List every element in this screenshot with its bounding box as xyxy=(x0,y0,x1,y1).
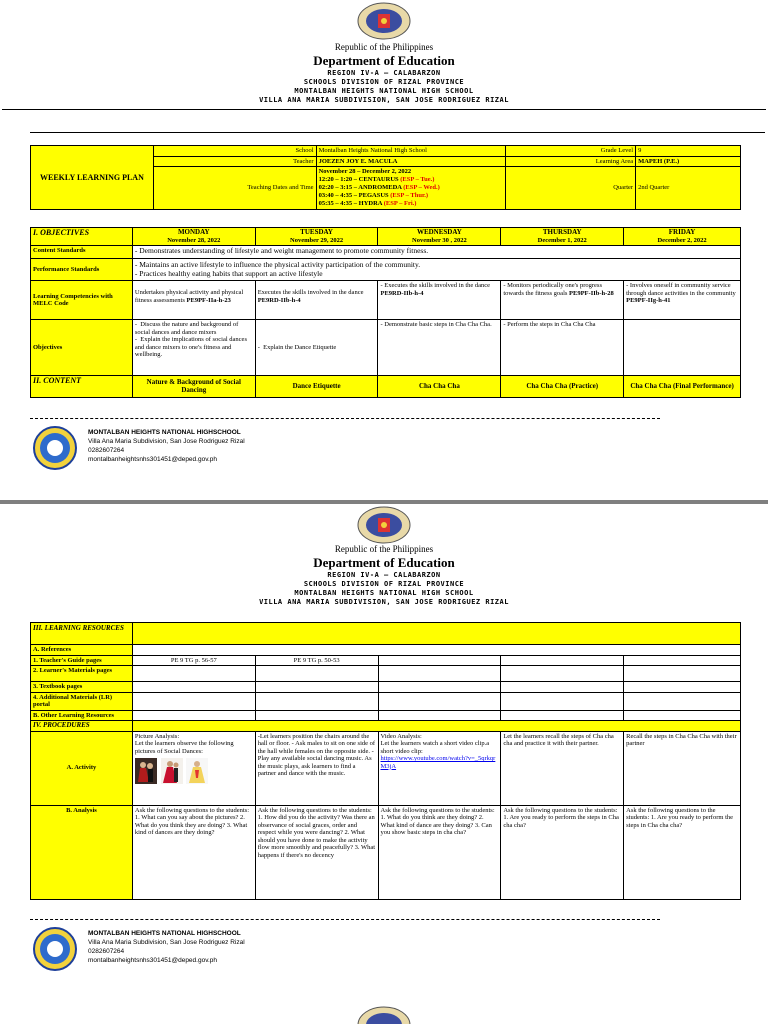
quarter-value: 2nd Quarter xyxy=(636,167,741,210)
competency-wednesday: - Executes the skills involved in the dance PE9RD-IIb-h-4 xyxy=(378,281,501,320)
day-monday: MONDAY November 28, 2022 xyxy=(132,228,255,246)
content-tuesday: Dance Etiquette xyxy=(255,376,378,398)
department-title: Department of Education xyxy=(313,555,455,570)
school-label: School xyxy=(153,146,316,157)
resources-table xyxy=(30,622,741,900)
schedule-row: 02:20 – 3:15 – ANDROMEDA (ESP – Wed.) xyxy=(318,184,440,191)
address-line: VILLA ANA MARIA SUBDIVISION, SAN JOSE RODRIGUEZ RIZAL xyxy=(259,598,509,606)
department-title: Department of Education xyxy=(313,53,455,68)
divider-rule xyxy=(30,132,765,133)
competency-thursday: - Monitors periodically one's progress towards the fitness goals PE9PF-IIb-h-28 xyxy=(501,281,624,320)
analysis-label: B. Analysis xyxy=(31,805,133,899)
day-friday: FRIDAY December 2, 2022 xyxy=(624,228,741,246)
grade-value: 9 xyxy=(636,146,741,157)
activity-monday: Picture Analysis: Let the learners observe the following pictures of Social Dances: xyxy=(132,731,255,805)
content-standards-label: Content Standards xyxy=(31,246,133,259)
letterhead xyxy=(0,544,768,607)
dance-photo-1 xyxy=(135,758,157,784)
footer-address: Villa Ana Maria Subdivision, San Jose Rodriguez Rizal xyxy=(88,939,245,946)
teacher-label: Teacher xyxy=(153,156,316,167)
school-logo-icon xyxy=(33,927,77,971)
objectives-label: Objectives xyxy=(31,320,133,376)
objective-thursday: - Perform the steps in Cha Cha Cha xyxy=(501,320,624,376)
objective-friday xyxy=(624,320,741,376)
footer-email: montalbanheightsnhs301451@deped.gov.ph xyxy=(88,456,217,463)
division-line: SCHOOLS DIVISION OF RIZAL PROVINCE xyxy=(303,580,465,588)
analysis-wednesday: Ask the following questions to the students: 1. What do you think are they doing? 2. What kind of dance are they doing? 3. Can you show basic steps in cha cha? xyxy=(378,805,501,899)
video-link[interactable]: https://www.youtube.com/watch?v=_5qrkqrM3jA xyxy=(380,755,496,770)
content-friday: Cha Cha Cha (Final Performance) xyxy=(624,376,741,398)
day-tuesday: TUESDAY November 29, 2022 xyxy=(255,228,378,246)
header-rule xyxy=(2,109,766,110)
dates-label: Teaching Dates and Time xyxy=(153,167,316,210)
content-monday: Nature & Background of Social Dancing xyxy=(132,376,255,398)
school-line: MONTALBAN HEIGHTS NATIONAL HIGH SCHOOL xyxy=(294,87,474,95)
day-thursday: THURSDAY December 1, 2022 xyxy=(501,228,624,246)
letterhead xyxy=(0,42,768,105)
address-line: VILLA ANA MARIA SUBDIVISION, SAN JOSE RODRIGUEZ RIZAL xyxy=(259,96,509,104)
objective-wednesday: - Demonstrate basic steps in Cha Cha Cha. xyxy=(378,320,501,376)
dance-photo-3 xyxy=(186,758,208,784)
objective-tuesday: - Explain the Dance Etiquette xyxy=(255,320,378,376)
performance-standards-label: Performance Standards xyxy=(31,259,133,281)
analysis-monday: Ask the following questions to the students: 1. What can you say about the pictures? 2. What do you think they are doing? 3. What kind of dances are they doing? xyxy=(132,805,255,899)
content-standards-text: - Demonstrates understanding of lifestyle and weight management to promote community fitness. xyxy=(132,246,740,259)
footer-email: montalbanheightsnhs301451@deped.gov.ph xyxy=(88,957,217,964)
activity-wednesday: Video Analysis: Let the learners watch a short video clip.a short video clip: https://www.youtube.com/watch?v=_5qrkqrM3jA xyxy=(378,731,501,805)
competency-monday: Undertakes physical activity and physical fitness assessments PE9PF-IIa-h-23 xyxy=(132,281,255,320)
objectives-section-label: I. OBJECTIVES xyxy=(31,228,133,246)
footer xyxy=(30,919,765,964)
analysis-friday: Ask the following questions to the students: 1. Are you ready to perform the steps in Cha cha cha? xyxy=(624,805,741,899)
region-line: REGION IV-A – CALABARZON xyxy=(327,571,441,579)
content-wednesday: Cha Cha Cha xyxy=(378,376,501,398)
objective-monday: - Discuss the nature and background of social dances and dance mixers - Explain the implications of social dances and dance mixers to one's fitness and wellbeing. xyxy=(132,320,255,376)
procedures-section-label: IV. PROCEDURES xyxy=(31,721,133,732)
analysis-tuesday: Ask the following questions to the students: 1. How did you do the activity? Was there an observance of social graces, order and respect while you were dancing? 2. What should you have done to make the activity flow more smoothly and peacefully? 3. What happens if there's no decency xyxy=(255,805,378,899)
area-label: Learning Area xyxy=(506,156,636,167)
activity-tuesday: -Let learners position the chairs around the hall or floor. - Ask males to sit on one side of the hall while females on the opposite side. -Play any available social dancing music. As the music plays, ask learners to find a partner and dance with the music. xyxy=(255,731,378,805)
dance-pictures xyxy=(135,758,253,784)
tg-monday: PE 9 TG p. 56-57 xyxy=(132,655,255,666)
info-table xyxy=(30,145,741,210)
tg-tuesday: PE 9 TG p. 50-53 xyxy=(255,655,378,666)
competency-friday: - Involves oneself in community service through dance activities in the community PE9PF-IIg-h-41 xyxy=(624,281,741,320)
performance-standards-text: - Maintains an active lifestyle to influence the physical activity participation of the community. - Practices healthy eating habits that support an active lifestyle xyxy=(132,259,740,281)
grade-label: Grade Level xyxy=(506,146,636,157)
references-label: A. References xyxy=(31,645,133,656)
footer-dashed-rule xyxy=(30,919,660,920)
page-1 xyxy=(0,0,768,500)
school-value: Montalban Heights National High School xyxy=(316,146,506,157)
schedule-row: 05:35 – 4:35 – HYDRA (ESP – Fri.) xyxy=(318,200,417,207)
other-resources-label: B. Other Learning Resources xyxy=(31,710,133,721)
textbook-label: 3. Textbook pages xyxy=(31,682,133,693)
dates-value: November 28 – December 2, 2022 xyxy=(318,168,412,175)
day-wednesday: WEDNESDAY November 30 , 2022 xyxy=(378,228,501,246)
lr-portal-label: 4. Additional Materials (LR) portal xyxy=(31,692,133,710)
dates-cell xyxy=(316,167,506,210)
teacher-value: JOEZEN JOY E. MACULA xyxy=(316,156,506,167)
analysis-thursday: Ask the following questions to the students: 1. Are you ready to perform the steps in Cha cha cha? xyxy=(501,805,624,899)
school-logo-icon xyxy=(33,426,77,470)
activity-thursday: Let the learners recall the steps of Cha cha cha and practice it with their partner. xyxy=(501,731,624,805)
content-section-label: II. CONTENT xyxy=(31,376,133,398)
footer-school-name: MONTALBAN HEIGHTS NATIONAL HIGHSCHOOL xyxy=(88,429,241,436)
footer xyxy=(30,418,765,463)
republic-line: Republic of the Philippines xyxy=(334,42,434,52)
deped-seal-icon xyxy=(357,1006,411,1024)
page-2 xyxy=(0,504,768,1024)
plan-title: WEEKLY LEARNING PLAN xyxy=(31,146,154,210)
division-line: SCHOOLS DIVISION OF RIZAL PROVINCE xyxy=(303,78,465,86)
footer-phone: 0282607264 xyxy=(88,447,125,454)
competencies-label: Learning Competencies with MELC Code xyxy=(31,281,133,320)
region-line: REGION IV-A – CALABARZON xyxy=(327,69,441,77)
area-value: MAPEH (P.E.) xyxy=(636,156,741,167)
competency-tuesday: Executes the skills involved in the dance PE9RD-IIb-h-4 xyxy=(255,281,378,320)
deped-seal-icon xyxy=(357,2,411,40)
footer-phone: 0282607264 xyxy=(88,948,125,955)
lm-label: 2. Learner's Materials pages xyxy=(31,666,133,682)
objectives-table xyxy=(30,227,741,398)
resources-section-label: III. LEARNING RESOURCES xyxy=(31,623,133,645)
republic-line: Republic of the Philippines xyxy=(334,544,434,554)
school-line: MONTALBAN HEIGHTS NATIONAL HIGH SCHOOL xyxy=(294,589,474,597)
tg-label: 1. Teacher's Guide pages xyxy=(31,655,133,666)
schedule-row: 03:40 – 4:35 – PEGASUS (ESP – Thur.) xyxy=(318,192,429,199)
dance-photo-2 xyxy=(161,758,183,784)
quarter-label: Quarter xyxy=(506,167,636,210)
activity-label: A. Activity xyxy=(31,731,133,805)
footer-school-name: MONTALBAN HEIGHTS NATIONAL HIGHSCHOOL xyxy=(88,930,241,937)
activity-friday: Recall the steps in Cha Cha Cha with their partner xyxy=(624,731,741,805)
footer-dashed-rule xyxy=(30,418,660,419)
footer-address: Villa Ana Maria Subdivision, San Jose Rodriguez Rizal xyxy=(88,438,245,445)
content-thursday: Cha Cha Cha (Practice) xyxy=(501,376,624,398)
deped-seal-icon xyxy=(357,506,411,544)
schedule-row: 12:20 – 1:20 – CENTAURUS (ESP – Tue.) xyxy=(318,176,435,183)
